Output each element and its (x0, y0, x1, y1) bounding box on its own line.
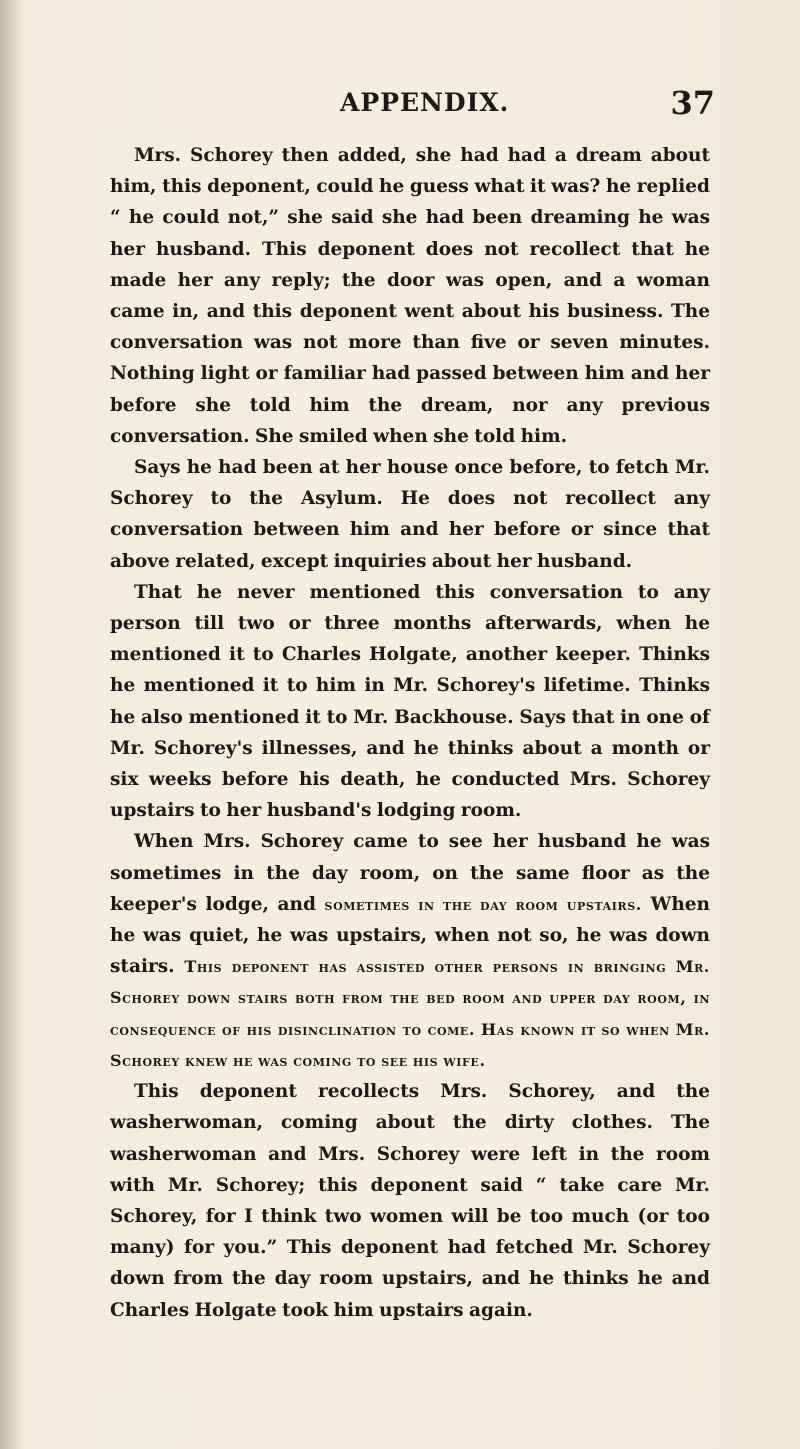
paragraph-5: This deponent recollects Mrs. Schorey, and the washerwoman, coming about the dirty clothes. The washerwoman and Mrs. Schorey were left in the room with Mr. Schorey; this deponent said “ take care Mr. Schorey, for I think two women will be too much (or too many) for you.” This deponent had fetched Mr. Schorey down from the day room upstairs, and he thinks he and Charles Holgate took him upstairs again. (110, 1081, 710, 1321)
running-head: APPENDIX. (340, 88, 510, 117)
page-edge-shadow (0, 0, 22, 1449)
paragraph-4-smallcaps-b: This deponent has assisted other persons in bringing Mr. Schorey down stairs both from the bed room and upper day room, in consequence of his disinclination to come. Has known it so when Mr. Schorey knew he was coming to see his wife. (110, 957, 710, 1070)
body-text (110, 140, 710, 1326)
page-header (110, 84, 715, 124)
paragraph-4-text-a: When Mrs. Schorey came to see her husband he was sometimes in the day room, on the same floor as the keeper's lodge, and (110, 831, 710, 915)
paragraph-1: Mrs. Schorey then added, she had had a dream about him, this deponent, could he guess what it was? he replied “ he could not,” she said she had been dreaming he was her husband. This deponent does not recollect that he made her any reply; the door was open, and a woman came in, and this deponent went about his business. The conversation was not more than five or seven minutes. Nothing light or familiar had passed between him and her before she told him the dream, nor any previous conversation. She smiled when she told him. (110, 145, 710, 447)
paragraph-2: Says he had been at her house once before, to fetch Mr. Schorey to the Asylum. He does not recollect any conversation between him and her before or since that above related, except inquiries about her husband. (110, 457, 710, 572)
paragraph-3: That he never mentioned this conversation to any person till two or three months afterwards, when he mentioned it to Charles Holgate, another keeper. Thinks he mentioned it to him in Mr. Schorey's lifetime. Thinks he also mentioned it to Mr. Backhouse. Says that in one of Mr. Schorey's illnesses, and he thinks about a month or six weeks before his death, he conducted Mrs. Schorey upstairs to her husband's lodging room. (110, 581, 710, 822)
paragraph-4-text-b: When he was quiet, he was upstairs, when not so, he was down stairs. (110, 893, 710, 978)
paragraph-4-smallcaps-a: sometimes in the day room upstairs. (324, 894, 642, 914)
page-number: 37 (670, 84, 715, 122)
paragraph-4 (110, 826, 710, 1076)
